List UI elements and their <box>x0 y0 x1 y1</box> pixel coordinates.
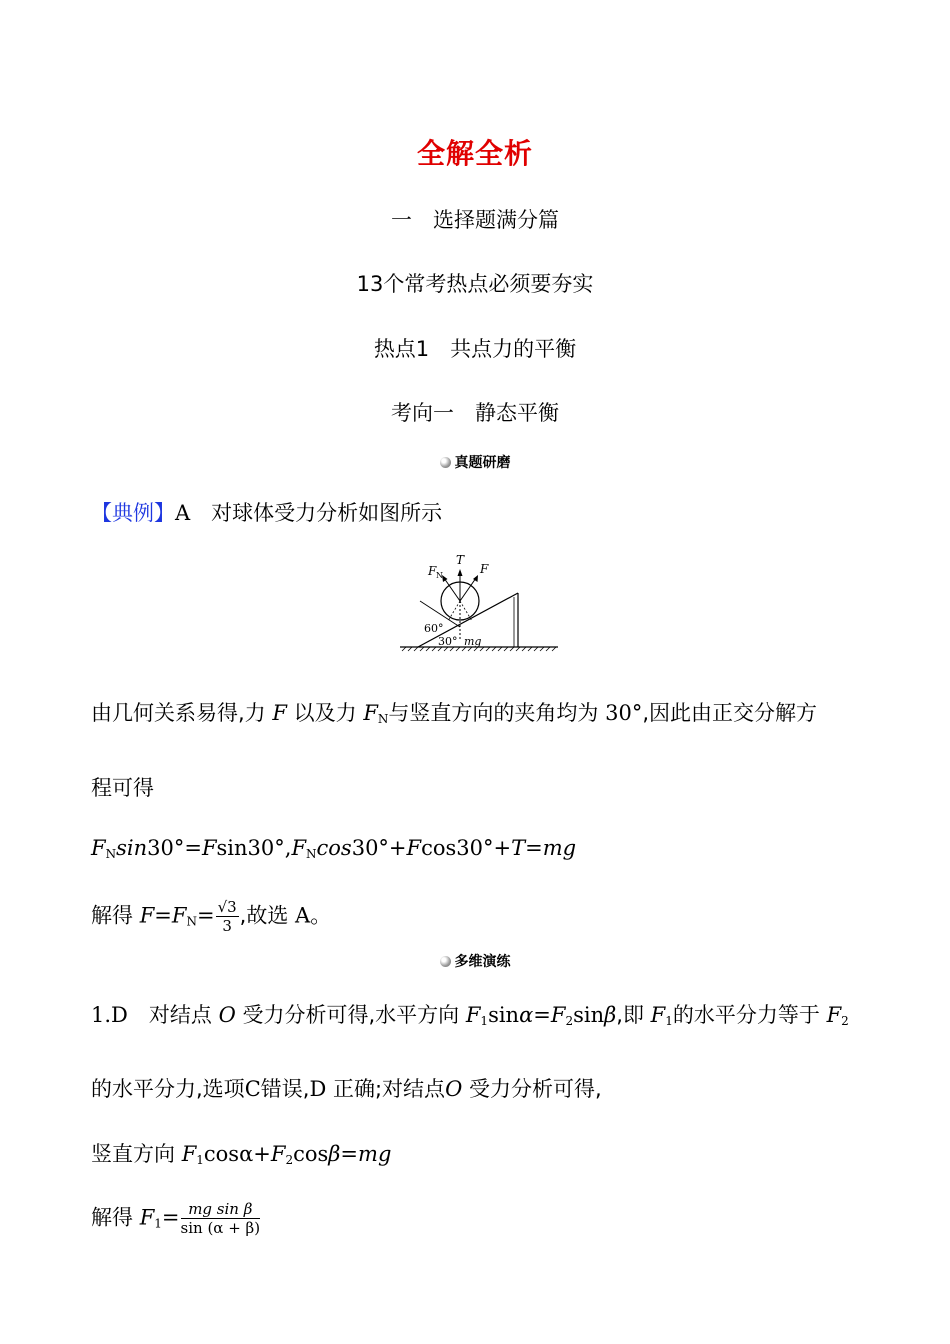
var-t: T <box>511 836 526 860</box>
text-span: = <box>533 1003 551 1027</box>
solution-line-1 <box>91 697 817 727</box>
fraction-numerator: mg sin β <box>181 1200 261 1219</box>
text-span: ,即 <box>616 1003 644 1027</box>
func-sin: sin <box>488 1003 520 1027</box>
var-f: F <box>139 903 155 928</box>
subsection-heading: 13个常考热点必须要夯实 <box>356 272 594 296</box>
example-line <box>91 497 442 527</box>
fraction-denominator: sin (α + β) <box>180 1219 261 1237</box>
func-cos: cos <box>293 1142 329 1166</box>
example-tag: 【典例】 <box>91 501 175 525</box>
text-span: 以及力 <box>293 701 357 725</box>
var-f: F <box>465 1003 481 1027</box>
result-line <box>91 898 331 935</box>
practice-label: 多维演练 <box>454 954 511 970</box>
sub-2: 2 <box>565 1014 574 1028</box>
fraction <box>216 898 239 935</box>
example-answer: A <box>175 501 191 525</box>
var-f: F <box>272 701 287 725</box>
var-f: F <box>139 1205 155 1230</box>
equation-line <box>91 836 576 861</box>
fraction-denominator: 3 <box>222 917 232 935</box>
sub-n: N <box>186 914 197 929</box>
func-sin: sin <box>573 1003 605 1027</box>
var-f: F <box>826 1003 842 1027</box>
force-diagram <box>398 551 562 655</box>
sub-n: N <box>377 712 389 726</box>
var-beta: β <box>328 1142 341 1166</box>
text-span: 与竖直方向的夹角均为 <box>388 701 599 725</box>
text-span: 解得 <box>91 1205 133 1230</box>
text-span: cosα+ <box>203 1142 271 1166</box>
bullet-icon <box>440 457 451 468</box>
page-title: 全解全析 <box>416 137 533 170</box>
text-span: cos30°+ <box>421 836 512 860</box>
var-alpha: α <box>519 1003 534 1027</box>
direction-heading: 考向一 静态平衡 <box>391 401 559 425</box>
var-fn: F <box>363 701 378 725</box>
var-o: O <box>445 1077 463 1101</box>
hotspot-heading: 热点1 共点力的平衡 <box>373 337 577 361</box>
fraction <box>181 1200 261 1237</box>
text-span: = <box>340 1142 359 1166</box>
angle-30-label: 30° <box>438 635 458 648</box>
practice-marker <box>0 951 950 971</box>
text-span: 受力分析可得, <box>468 1077 602 1101</box>
option-c: C <box>244 1077 261 1101</box>
bullet-icon <box>440 956 451 967</box>
var-mg: mg <box>358 1142 392 1166</box>
func-cos: cos <box>316 836 352 860</box>
real-exam-marker <box>0 452 950 472</box>
angle-60-label: 60° <box>424 622 444 635</box>
text-span: = <box>196 903 215 928</box>
text-span: sin30°, <box>216 836 292 860</box>
fraction-numerator: √3 <box>217 898 237 916</box>
practice-line-4 <box>91 1200 261 1237</box>
text-span: 的水平分力,选项 <box>91 1077 245 1101</box>
text-span: 错误, <box>260 1077 310 1101</box>
solution-line-2: 程可得 <box>91 776 154 800</box>
example-text: 对球体受力分析如图所示 <box>211 501 443 525</box>
section-heading: 一 选择题满分篇 <box>391 208 559 232</box>
text-span: 对结点 <box>148 1003 212 1027</box>
text-span: ,因此由正交分解方 <box>642 701 818 725</box>
var-mg: mg <box>542 836 577 860</box>
angle-value: 30° <box>605 701 643 725</box>
var-f: F <box>270 1142 286 1166</box>
text-span: 解得 <box>91 903 133 928</box>
sub-2: 2 <box>841 1014 849 1028</box>
text-span: 30°+ <box>351 836 407 860</box>
practice-line-3 <box>91 1138 391 1168</box>
var-f: F <box>650 1003 666 1027</box>
var-f: F <box>91 836 106 860</box>
fn-sub-label: N <box>436 571 443 580</box>
question-number: 1.D <box>91 1003 128 1027</box>
func-sin: sin <box>116 836 148 860</box>
text-span: ,故选 <box>239 903 289 928</box>
var-o: O <box>218 1003 236 1027</box>
real-exam-label: 真题研磨 <box>454 455 511 471</box>
text-span: = <box>154 903 172 928</box>
text-span: 的水平分力等于 <box>672 1003 820 1027</box>
text-span: 竖直方向 <box>91 1142 175 1166</box>
text-span: 受力分析可得,水平方向 <box>242 1003 460 1027</box>
answer: A。 <box>295 903 332 928</box>
text-span: = <box>525 836 543 860</box>
mg-label: mg <box>464 635 482 648</box>
practice-line-2 <box>91 1073 602 1103</box>
t-label: T <box>456 553 465 567</box>
sub-1: 1 <box>154 1216 162 1231</box>
sub-1: 1 <box>665 1014 673 1028</box>
fn-label: F <box>428 564 437 578</box>
var-f: F <box>406 836 422 860</box>
sub-n: N <box>306 847 317 861</box>
var-fn: F <box>171 903 187 928</box>
text-span: 正确;对结点 <box>332 1077 446 1101</box>
option-d: D <box>309 1077 327 1101</box>
text-span: 30°= <box>147 836 202 860</box>
var-f: F <box>291 836 307 860</box>
var-beta: β <box>604 1003 617 1027</box>
var-f: F <box>181 1142 197 1166</box>
sub-1: 1 <box>480 1014 489 1028</box>
var-f: F <box>550 1003 566 1027</box>
var-f: F <box>201 836 217 860</box>
f-label: F <box>480 562 489 576</box>
sub-n: N <box>105 847 117 861</box>
text-span: = <box>161 1205 180 1230</box>
sub-2: 2 <box>285 1153 294 1167</box>
sub-1: 1 <box>196 1153 204 1167</box>
practice-line-1 <box>91 999 849 1029</box>
text-span: 由几何关系易得,力 <box>91 701 266 725</box>
